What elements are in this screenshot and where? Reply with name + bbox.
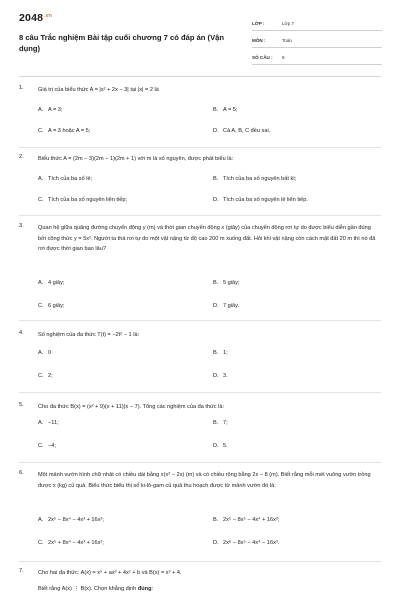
- question-divider: [19, 392, 381, 393]
- meta-value: Lớp 7: [282, 20, 294, 26]
- option-d[interactable]: D. Tích của ba số nguyên lẻ liên tiếp.: [213, 197, 308, 203]
- option-c[interactable]: C. 2;: [38, 373, 53, 379]
- question-text: Quan hệ giữa quãng đường chuyển động y (m) và thời gian chuyển động x (giây) của chuyển động rơi tự do được biểu diễn gần đúng bởi công thức y = 5x². Người ta thả rơi tự do một vật nặng từ độ cao 200 m xuống đất. Hỏi khi vật nặng còn cách mặt đất 20 m thì nó đã rơi được thời gian bao lâu?: [38, 225, 376, 252]
- question-number: 7.: [19, 568, 24, 574]
- question-2: [19, 154, 381, 214]
- option-d[interactable]: D. 7 giây.: [213, 303, 240, 309]
- option-c[interactable]: C. Tích của ba số nguyên liên tiếp;: [38, 197, 127, 203]
- meta-info: [252, 16, 382, 67]
- page-title: 8 câu Trắc nghiệm Bài tập cuối chương 7 có đáp án (Vận dụng): [19, 33, 225, 53]
- option-a[interactable]: A. −11;: [38, 420, 59, 426]
- header-divider: [19, 76, 381, 77]
- question-number: 6.: [19, 470, 24, 476]
- question-divider: [19, 320, 381, 321]
- question-4: [19, 330, 381, 390]
- option-a[interactable]: A. A = 3;: [38, 107, 63, 113]
- option-d[interactable]: D. 3.: [213, 373, 228, 379]
- question-5: [19, 402, 381, 462]
- option-d[interactable]: D. Cả A, B, C đều sai.: [213, 128, 271, 134]
- question-text: Cho đa thức B(x) = (x² + 9)(x + 11)(x − 7). Tổng các nghiệm của đa thức là:: [38, 404, 225, 410]
- option-a[interactable]: A. 2x⁵ − 8x⁴ − 4x³ + 16x²;: [38, 517, 104, 523]
- option-d[interactable]: D. 5.: [213, 443, 228, 449]
- meta-value: 8: [282, 54, 285, 60]
- option-c[interactable]: C. 6 giây;: [38, 303, 65, 309]
- question-text: Biểu thức A = (2m − 3)(2m − 1)(2m + 1) với m là số nguyên, được phát biểu là:: [38, 156, 234, 162]
- option-c[interactable]: C. −4;: [38, 443, 56, 449]
- question-6: [19, 470, 381, 560]
- question-number: 5.: [19, 402, 24, 408]
- site-logo[interactable]: $2048^{.vn}$: [19, 12, 52, 24]
- question-1: [19, 85, 381, 145]
- option-a[interactable]: A. 4 giây;: [38, 280, 65, 286]
- question-text-line-2: Biết rằng A(x) ⋮ B(x). Chọn khẳng định đúng:: [38, 586, 154, 592]
- question-text: Một mảnh vườn hình chữ nhật có chiều dài bằng x(x³ − 2x) (m) và có chiều rộng bằng 2x − 8 (m). Biết rằng mỗi mét vuông vườn trồng được x (kg) củ quả. Biểu thức biểu thị số ki-lô-gam củ quả thu hoạch được từ mảnh vườn đó là:: [38, 472, 371, 489]
- option-c[interactable]: C. 2x⁵ + 8x⁴ − 4x³ + 16x²;: [38, 540, 104, 546]
- meta-label: MÔN :: [252, 37, 266, 43]
- question-divider: [19, 147, 381, 148]
- option-b[interactable]: B. 5 giây;: [213, 280, 240, 286]
- question-text: Cho hai đa thức: A(x) = x⁵ + ax³ + 4x² + b và B(x) = x³ + 4.: [38, 570, 182, 576]
- question-number: 4.: [19, 330, 24, 336]
- header: [0, 0, 400, 76]
- option-a[interactable]: A. 0: [38, 350, 52, 356]
- option-b[interactable]: B. 7;: [213, 420, 228, 426]
- option-b[interactable]: B. 2x⁵ − 8x⁵ − 4x⁴ + 16x³;: [213, 517, 280, 523]
- question-number: 3.: [19, 223, 24, 229]
- option-b[interactable]: B. 1;: [213, 350, 228, 356]
- meta-row-count: [252, 50, 382, 65]
- meta-value: Toán: [282, 37, 292, 43]
- question-number: 2.: [19, 154, 24, 160]
- meta-row-subject: [252, 33, 382, 48]
- option-d[interactable]: D. 2x⁶ − 8x⁵ − 4x⁴ − 16x³.: [213, 540, 280, 546]
- meta-label: SỐ CÂU :: [252, 54, 273, 60]
- meta-label: LỚP :: [252, 20, 265, 26]
- question-divider: [19, 561, 381, 562]
- meta-row-grade: [252, 16, 382, 31]
- option-b[interactable]: B. A = 5;: [213, 107, 238, 113]
- option-b[interactable]: B. Tích của ba số nguyên bất kì;: [213, 176, 297, 182]
- question-divider: [19, 462, 381, 463]
- option-a[interactable]: A. Tích của ba số lẻ;: [38, 176, 93, 182]
- question-number: 1.: [19, 85, 24, 91]
- question-3: [19, 223, 381, 318]
- question-7: [19, 568, 381, 598]
- question-divider: [19, 215, 381, 216]
- question-text: Số nghiệm của đa thức T(t) = −2t² − 1 là:: [38, 332, 140, 338]
- option-c[interactable]: C. A = 3 hoặc A = 5;: [38, 128, 91, 134]
- question-text: Giá trị của biểu thức A = |x² + 2x − 3| tại |x| = 2 là: [38, 87, 159, 93]
